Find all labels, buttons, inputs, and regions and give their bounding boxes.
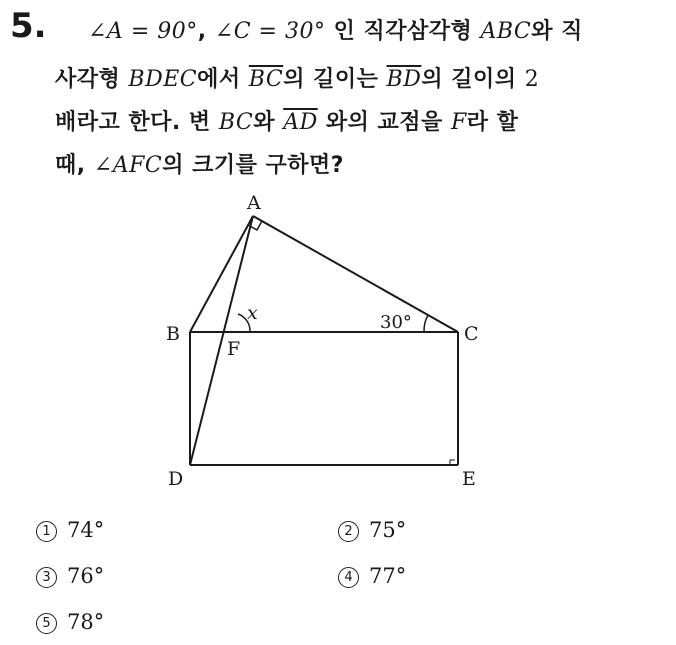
text-segment: 의 크기를 구하면? — [162, 153, 345, 178]
label-f: F — [227, 338, 241, 360]
option-4[interactable] — [338, 564, 406, 588]
option-marker: 3 — [36, 567, 57, 588]
angle-c-eq: ∠C = 30° — [214, 19, 326, 44]
option-value: 78° — [67, 610, 105, 634]
text-segment: 라 할 — [466, 110, 519, 135]
text-segment: 인 직각삼각형 — [325, 19, 481, 44]
segment-bd: $\overline{BD}$ — [386, 67, 422, 92]
label-x: x — [247, 302, 258, 324]
label-e: E — [462, 468, 476, 490]
segment-ad-line — [190, 216, 253, 465]
text-segment: 와의 교점을 — [317, 110, 451, 135]
label-angle-30: 30° — [380, 312, 412, 333]
side-ac-line — [253, 216, 458, 332]
triangle-abc: ABC — [480, 19, 532, 44]
text-segment: 의 길이는 — [283, 67, 387, 92]
segment-bc: $\overline{BC}$ — [248, 67, 284, 92]
question-line-2 — [55, 62, 539, 93]
label-a: A — [247, 192, 261, 214]
label-d: D — [168, 468, 184, 490]
question-line-3 — [55, 105, 518, 136]
option-5[interactable] — [36, 610, 104, 634]
rect-bdec: BDEC — [128, 67, 198, 92]
question-number: 5. — [10, 6, 47, 46]
text-segment: 와 직 — [531, 19, 583, 44]
side-bc: BC — [218, 110, 254, 135]
side-ab-line — [190, 216, 253, 332]
segment-ad: $\overline{AD}$ — [283, 110, 318, 135]
text-segment: 에서 — [197, 67, 249, 92]
option-value: 76° — [67, 564, 105, 588]
angle-afc: ∠AFC — [93, 153, 163, 178]
option-3[interactable] — [36, 564, 104, 588]
text-segment: 때, — [55, 153, 94, 178]
geometry-figure — [150, 188, 510, 498]
option-1[interactable] — [36, 518, 104, 542]
option-value: 77° — [369, 564, 407, 588]
text-segment: 사각형 — [55, 67, 129, 92]
text-segment: 와 — [253, 110, 284, 135]
angle-a-eq: ∠A = 90° — [88, 19, 198, 44]
number-two: 2 — [524, 67, 540, 92]
option-marker: 2 — [338, 521, 359, 542]
option-2[interactable] — [338, 518, 406, 542]
label-b: B — [166, 323, 180, 345]
text-segment: 의 길이의 — [421, 67, 525, 92]
option-value: 75° — [369, 518, 407, 542]
question-line-4 — [55, 148, 344, 179]
text-segment: 배라고 한다. 변 — [55, 110, 219, 135]
option-value: 74° — [67, 518, 105, 542]
comma: , — [197, 19, 215, 44]
option-marker: 5 — [36, 613, 57, 634]
point-f: F — [450, 110, 467, 135]
angle-30-arc — [424, 315, 428, 332]
label-c: C — [464, 323, 479, 345]
option-marker: 4 — [338, 567, 359, 588]
question-line-1 — [88, 14, 583, 45]
option-marker: 1 — [36, 521, 57, 542]
